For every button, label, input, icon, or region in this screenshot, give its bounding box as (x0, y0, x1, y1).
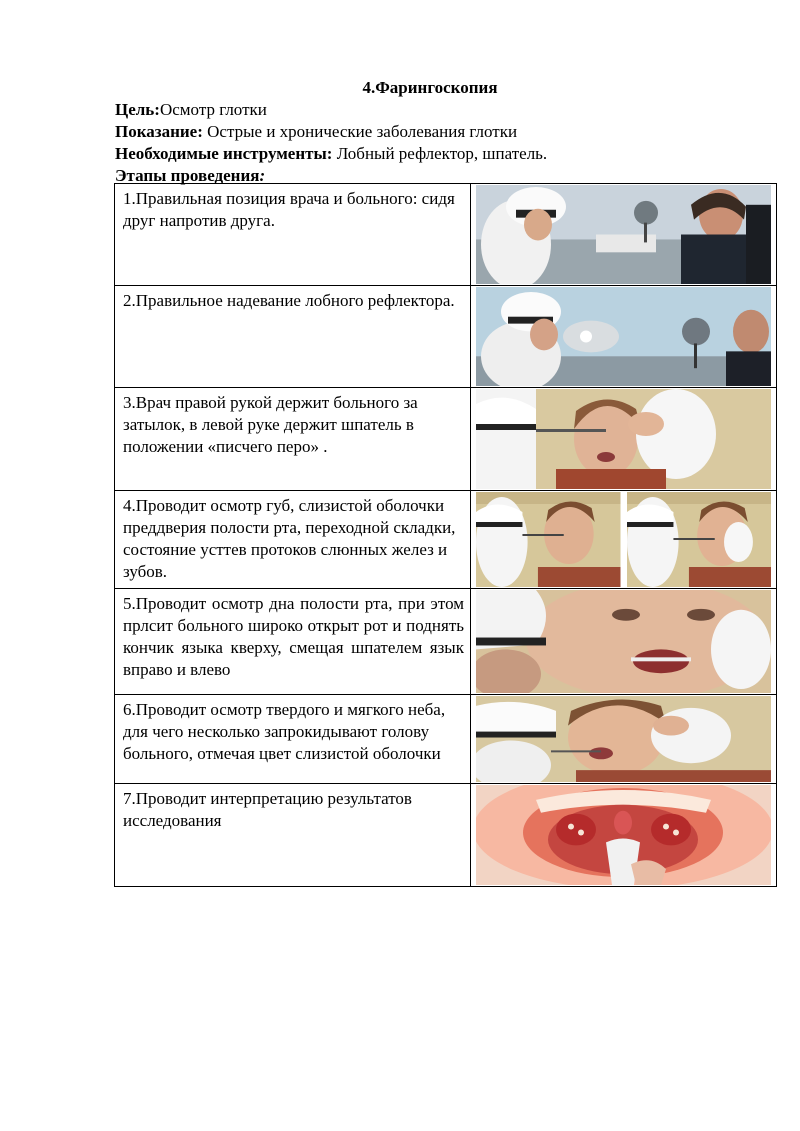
step-text-1: 1.Правильная позиция врача и больного: сидя друг напротив друга. (115, 184, 471, 286)
step-image-3 (471, 388, 777, 491)
instruments-label: Необходимые инструменты: (115, 144, 333, 163)
indication-line (115, 121, 517, 143)
photo-mouth-floor-exam (476, 590, 771, 693)
step-text-4: 4.Проводит осмотр губ, слизистой оболочки преддверия полости рта, переходной складки, состояние усттев протоков слюнных желез и зубов. (115, 491, 471, 589)
photo-lip-exam-right (627, 492, 772, 587)
indication-label: Показание: (115, 122, 203, 141)
photo-lip-exam-left (476, 492, 621, 587)
step-image-4 (471, 491, 777, 589)
table-row (115, 491, 777, 589)
step-text-2: 2.Правильное надевание лобного рефлектора. (115, 286, 471, 388)
indication-text: Острые и хронические заболевания глотки (202, 122, 518, 141)
step-image-5 (471, 589, 777, 695)
goal-label: Цель: (115, 100, 160, 119)
goal-line (115, 99, 267, 121)
step-image-1 (471, 184, 777, 286)
photo-spatula-grip (476, 389, 771, 489)
photo-doctor-patient-seated (476, 185, 771, 284)
table-row (115, 784, 777, 887)
goal-text: Осмотр глотки (159, 100, 267, 119)
table-row (115, 388, 777, 491)
step-text-5: 5.Проводит осмотр дна полости рта, при этом прлсит больного широко открыт рот и поднять кончик языка кверху, смещая шпателем язык вправо и влево (115, 589, 471, 695)
steps-table (114, 183, 777, 887)
table-row (115, 286, 777, 388)
instruments-text: Лобный рефлектор, шпатель. (332, 144, 548, 163)
table-row (115, 695, 777, 784)
photo-pair-lip-exam (476, 492, 771, 587)
photo-palate-exam (476, 696, 771, 782)
stages-label: Этапы проведения (115, 166, 260, 185)
step-image-7 (471, 784, 777, 887)
page-title: 4.Фарингоскопия (362, 78, 498, 97)
step-image-6 (471, 695, 777, 784)
step-text-7: 7.Проводит интерпретацию результатов исследования (115, 784, 471, 887)
step-text-6: 6.Проводит осмотр твердого и мягкого неба, для чего несколько запрокидывают голову больного, отмечая цвет слизистой оболочки (115, 695, 471, 784)
instruments-line (115, 143, 547, 165)
stages-colon: : (259, 166, 266, 185)
photo-pharynx-illustration (476, 785, 771, 885)
table-row (115, 184, 777, 286)
photo-head-reflector (476, 287, 771, 386)
step-image-2 (471, 286, 777, 388)
step-text-3: 3.Врач правой рукой держит больного за затылок, в левой руке держит шпатель в положении «писчего перо» . (115, 388, 471, 491)
table-row (115, 589, 777, 695)
